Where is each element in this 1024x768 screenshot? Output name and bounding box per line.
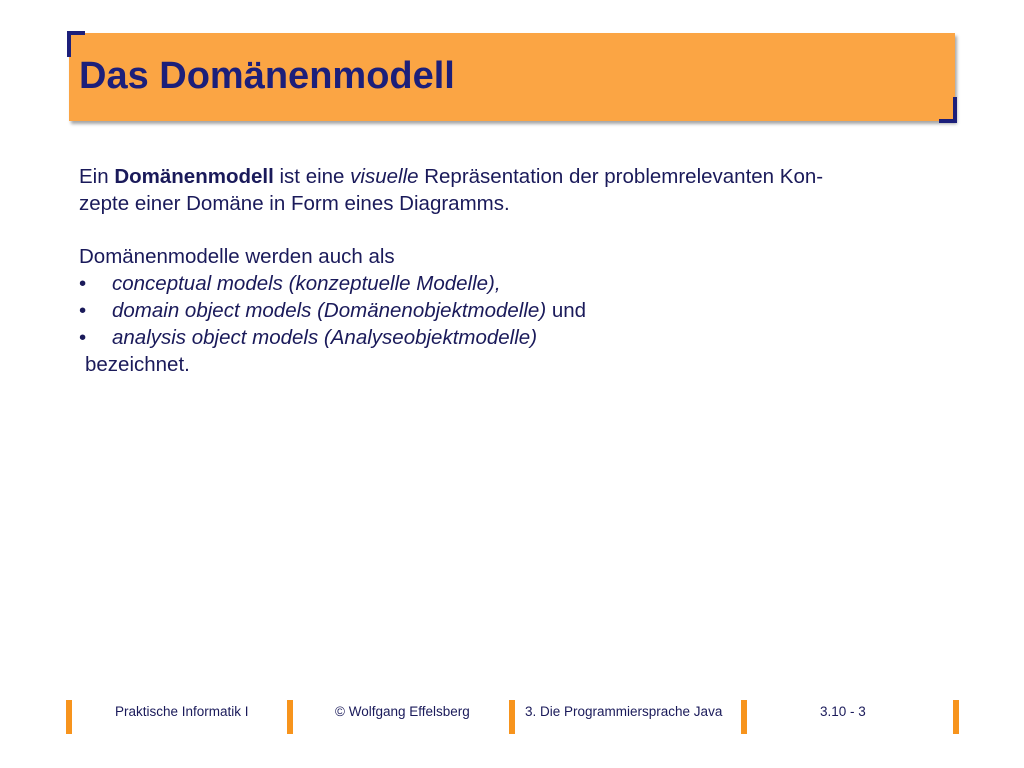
- footer-page-number: 3.10 - 3: [820, 704, 866, 719]
- list-item: [79, 270, 919, 297]
- title-corner-top-left: [67, 31, 85, 57]
- title-corner-bottom-right: [939, 97, 957, 123]
- intro-line2: zepte einer Domäne in Form eines Diagramms.: [79, 192, 510, 215]
- bullet-tail: und: [546, 299, 587, 322]
- footer-chapter: 3. Die Programmiersprache Java: [525, 704, 723, 719]
- footer-divider: [287, 700, 293, 734]
- bullet-dot: •: [79, 326, 87, 349]
- list-intro: Domänenmodelle werden auch als: [79, 245, 395, 268]
- intro-part3: Repräsentation der problemrelevanten Kon-: [418, 165, 824, 188]
- footer-divider: [509, 700, 515, 734]
- bullet-dot: •: [79, 272, 87, 295]
- footer-divider: [741, 700, 747, 734]
- bullet-italic: conceptual models (konzeptuelle Modelle),: [112, 272, 501, 295]
- intro-part2: ist eine: [273, 165, 351, 188]
- title-banner: [69, 33, 955, 121]
- intro-italic-term: visuelle: [350, 165, 419, 188]
- intro-bold-term: Domänenmodell: [114, 165, 274, 188]
- slide-title: Das Domänenmodell: [79, 55, 455, 97]
- closing-text: bezeichnet.: [85, 353, 190, 376]
- footer-divider: [953, 700, 959, 734]
- list-item: [79, 324, 919, 351]
- list-item: [79, 297, 919, 324]
- intro-paragraph: [79, 163, 919, 217]
- intro-part1: Ein: [79, 165, 115, 188]
- footer-course: Praktische Informatik I: [115, 704, 249, 719]
- footer-author: © Wolfgang Effelsberg: [335, 704, 470, 719]
- slide-footer: [0, 690, 1024, 750]
- slide-body: [79, 163, 919, 378]
- bullet-italic: analysis object models (Analyseobjektmodelle): [112, 326, 538, 349]
- footer-divider: [66, 700, 72, 734]
- bullet-italic: domain object models (Domänenobjektmodelle): [112, 299, 547, 322]
- bullet-dot: •: [79, 299, 87, 322]
